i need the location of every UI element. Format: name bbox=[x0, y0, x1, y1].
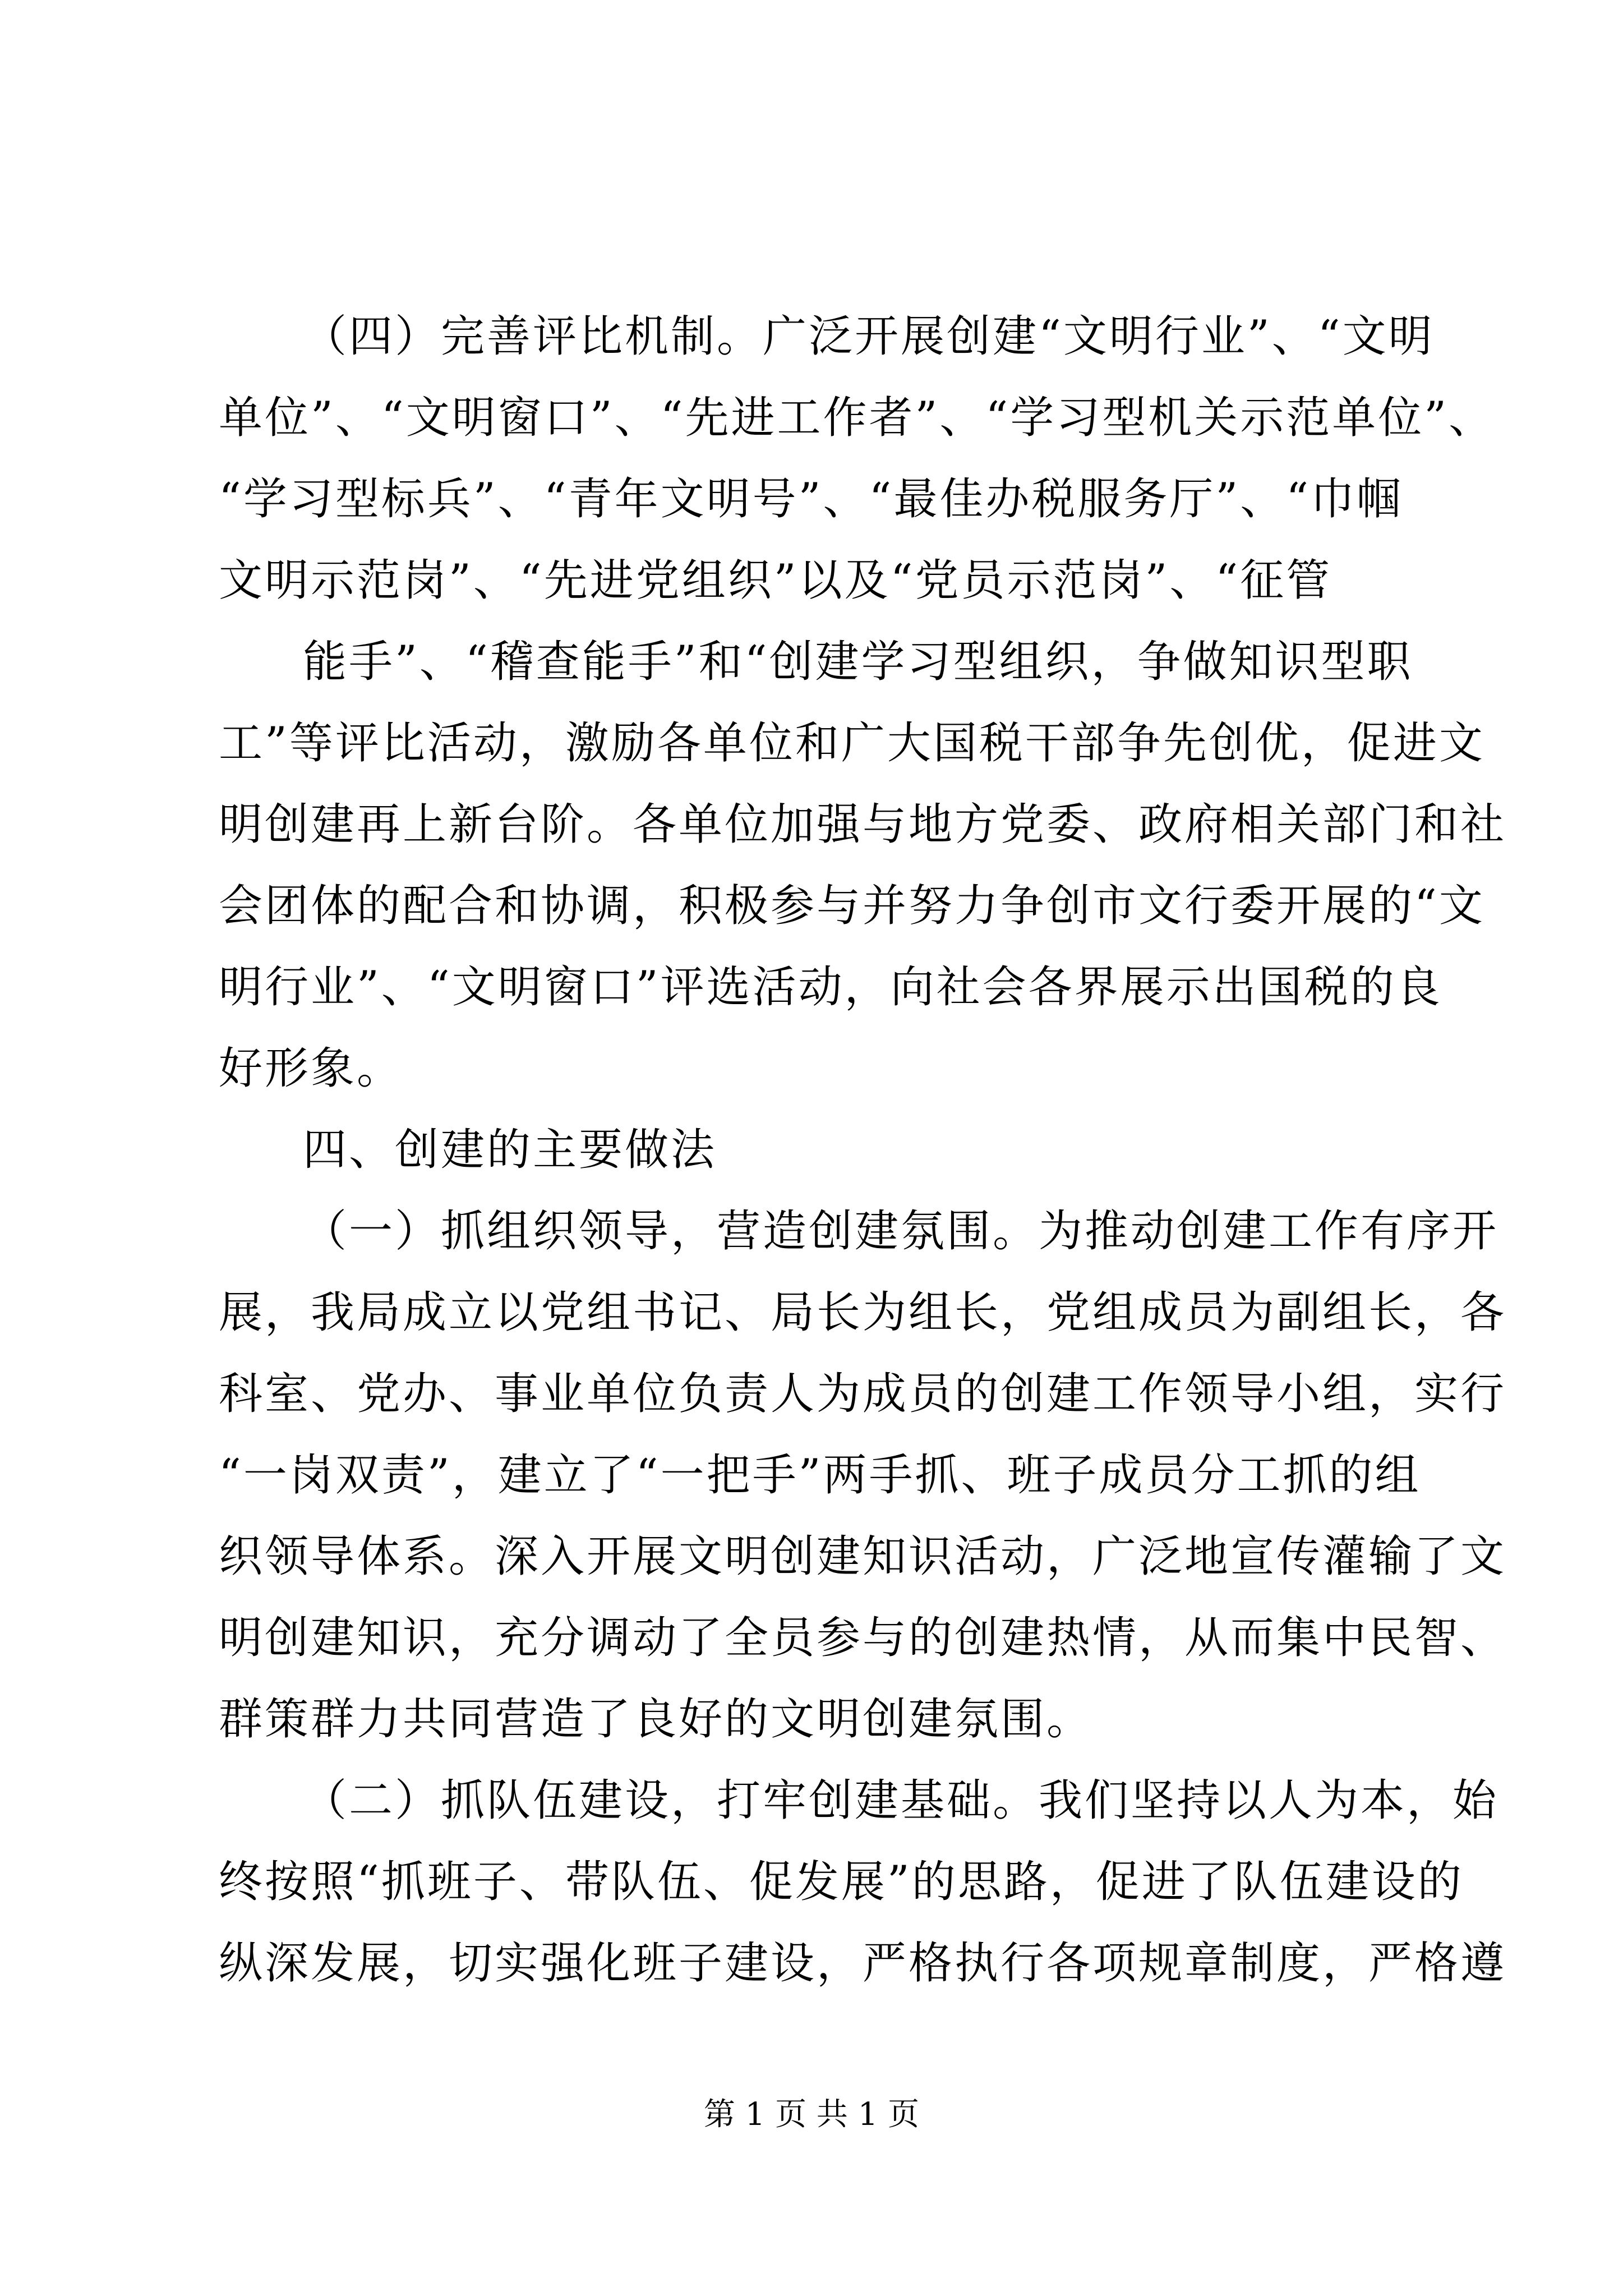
page-footer: 第 1 页 共 1 页 bbox=[703, 2096, 920, 2133]
text-line: （四）完善评比机制。广泛开展创建“文明行业”、“文明 bbox=[303, 311, 1435, 362]
text-line: （一）抓组织领导，营造创建氛围。为推动创建工作有序开 bbox=[303, 1206, 1499, 1257]
text-line: “一岗双责”，建立了“一把手”两手抓、班子成员分工抓的组 bbox=[219, 1450, 1421, 1501]
text-line: 科室、党办、事业单位负责人为成员的创建工作领导小组，实行 bbox=[219, 1369, 1507, 1419]
text-line: 明行业”、“文明窗口”评选活动，向社会各界展示出国税的良 bbox=[219, 962, 1442, 1013]
text-line: 工”等评比活动，激励各单位和广大国税干部争先创优，促进文 bbox=[219, 718, 1485, 769]
text-line: 明创建知识，充分调动了全员参与的创建热情，从而集中民智、 bbox=[219, 1613, 1507, 1663]
text-line: （二）抓队伍建设，打牢创建基础。我们坚持以人为本，始 bbox=[303, 1775, 1499, 1826]
text-line: 织领导体系。深入开展文明创建知识活动，广泛地宣传灌输了文 bbox=[219, 1531, 1507, 1582]
text-line: 群策群力共同营造了良好的文明创建氛围。 bbox=[219, 1694, 1093, 1745]
text-line: 会团体的配合和协调，积极参与并努力争创市文行委开展的“文 bbox=[219, 881, 1485, 931]
text-line: 明创建再上新台阶。各单位加强与地方党委、政府相关部门和社 bbox=[219, 799, 1507, 850]
text-line: 好形象。 bbox=[219, 1043, 403, 1094]
section-heading: 四、创建的主要做法 bbox=[303, 1125, 717, 1175]
text-line: 文明示范岗”、“先进党组织”以及“党员示范岗”、“征管 bbox=[219, 555, 1332, 606]
text-line: 单位”、“文明窗口”、“先进工作者”、“学习型机关示范单位”、 bbox=[219, 393, 1495, 443]
text-line: 能手”、“稽查能手”和“创建学习型组织，争做知识型职 bbox=[303, 637, 1413, 687]
text-line: “学习型标兵”、“青年文明号”、“最佳办税服务厅”、“巾帼 bbox=[219, 474, 1403, 524]
text-line: 终按照“抓班子、带队伍、促发展”的思路，促进了队伍建设的 bbox=[219, 1857, 1464, 1907]
text-line: 纵深发展，切实强化班子建设，严格执行各项规章制度，严格遵 bbox=[219, 1938, 1507, 1989]
text-line: 展，我局成立以党组书记、局长为组长，党组成员为副组长，各 bbox=[219, 1287, 1507, 1338]
